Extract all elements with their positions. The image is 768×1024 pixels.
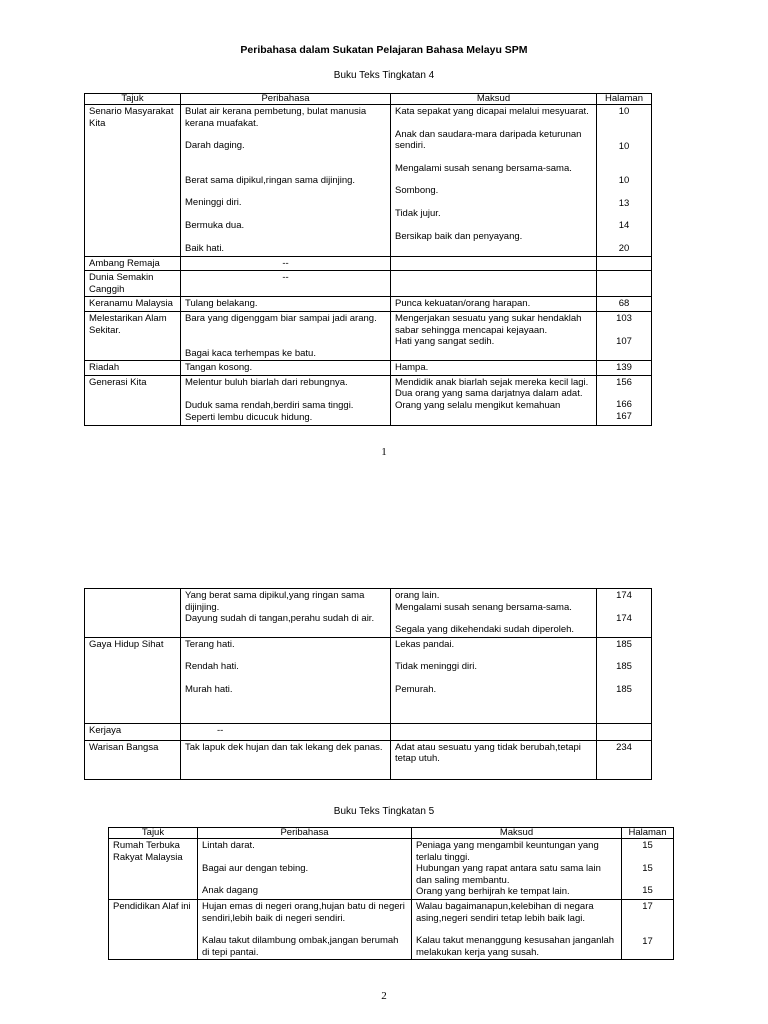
row-peribahasa: -- xyxy=(181,256,391,271)
maksud-text: Lekas pandai. xyxy=(395,638,455,650)
table-row xyxy=(109,899,674,959)
peribahasa-text: Lintah darat. xyxy=(202,840,255,851)
row-peribahasa: Tak lapuk dek hujan dan tak lekang dek panas. xyxy=(181,740,391,779)
row-tajuk: Riadah xyxy=(85,361,181,376)
peribahasa-text: Duduk sama rendah,berdiri sama tinggi. xyxy=(185,400,354,412)
header-peribahasa: Peribahasa xyxy=(181,94,391,105)
header-peribahasa: Peribahasa xyxy=(198,828,412,839)
peribahasa-text: Hujan emas di negeri orang,hujan batu di negeri sendiri,lebih baik di negeri sendiri. xyxy=(202,900,405,924)
peribahasa-text: Berat sama dipikul,ringan sama dijinjing. xyxy=(185,174,356,186)
halaman-value: 167 xyxy=(616,410,632,422)
row-halaman: 234 xyxy=(597,740,652,779)
maksud-text: Hati yang sangat sedih. xyxy=(395,336,495,348)
maksud-text: Mengerjakan sesuatu yang sukar hendaklah sabar sehingga mencapai kejayaan. xyxy=(395,312,582,336)
row-tajuk xyxy=(85,589,181,638)
table-row xyxy=(109,839,674,900)
row-maksud xyxy=(412,899,622,959)
row-tajuk: Gaya Hidup Sihat xyxy=(85,637,181,723)
row-halaman xyxy=(622,839,674,900)
row-maksud xyxy=(391,271,597,297)
header-maksud: Maksud xyxy=(391,94,597,105)
row-halaman xyxy=(597,271,652,297)
table-row xyxy=(85,361,652,376)
row-peribahasa xyxy=(181,105,391,257)
maksud-text: Walau bagaimanapun,kelebihan di negara asing,negeri sendiri tetap lebih baik lagi. xyxy=(416,900,594,924)
maksud-text: Bersikap baik dan penyayang. xyxy=(395,230,523,242)
row-halaman xyxy=(597,637,652,723)
header-tajuk: Tajuk xyxy=(109,828,198,839)
peribahasa-text: Bulat air kerana pembetung, bulat manusia kerana muafakat. xyxy=(185,106,367,129)
maksud-text: Pemurah. xyxy=(395,683,437,695)
peribahasa-text: Darah daging. xyxy=(185,140,245,152)
table-row xyxy=(85,105,652,257)
row-maksud xyxy=(412,839,622,900)
maksud-text: Peniaga yang mengambil keuntungan yang terlalu tinggi. xyxy=(416,840,599,863)
row-halaman: 139 xyxy=(597,361,652,376)
row-tajuk: Generasi Kita xyxy=(85,375,181,425)
halaman-value: 185 xyxy=(616,661,632,673)
halaman-value: 14 xyxy=(618,220,630,232)
halaman-value: 10 xyxy=(618,175,630,187)
halaman-value: 174 xyxy=(616,590,632,601)
maksud-text: Tidak jujur. xyxy=(395,207,441,219)
table-row xyxy=(85,256,652,271)
halaman-value: 10 xyxy=(618,106,630,117)
table-row xyxy=(85,723,652,740)
row-halaman xyxy=(622,899,674,959)
table-row xyxy=(85,375,652,425)
row-peribahasa: -- xyxy=(181,723,391,740)
table-row xyxy=(85,311,652,360)
maksud-text: Sombong. xyxy=(395,185,439,197)
header-tajuk: Tajuk xyxy=(85,94,181,105)
table-header-row xyxy=(85,94,652,105)
row-peribahasa: Tangan kosong. xyxy=(181,361,391,376)
table-header-row xyxy=(109,828,674,839)
maksud-text: Kalau takut menanggung kesusahan janganlah melakukan kerja yang susah. xyxy=(416,935,615,958)
row-peribahasa: -- xyxy=(181,271,391,297)
maksud-text: Mendidik anak biarlah sejak mereka kecil lagi. xyxy=(395,376,589,388)
maksud-text: Hubungan yang rapat antara satu sama lain dan saling membantu. xyxy=(416,863,601,886)
maksud-text: Orang yang selalu mengikut kemahuan xyxy=(395,399,561,411)
row-tajuk: Melestarikan Alam Sekitar. xyxy=(85,311,181,360)
peribahasa-text: Bagai kaca terhempas ke batu. xyxy=(185,347,316,359)
halaman-value: 185 xyxy=(616,683,632,695)
form4-table-continued xyxy=(84,588,652,780)
page-number: 2 xyxy=(381,990,387,1002)
row-tajuk: Dunia Semakin Canggih xyxy=(85,271,181,297)
peribahasa-text: Terang hati. xyxy=(185,638,235,650)
peribahasa-text: Melentur buluh biarlah dari rebungnya. xyxy=(185,376,348,388)
row-maksud xyxy=(391,723,597,740)
row-maksud xyxy=(391,589,597,638)
row-tajuk: Rumah Terbuka Rakyat Malaysia xyxy=(109,839,198,900)
row-maksud xyxy=(391,256,597,271)
row-maksud xyxy=(391,637,597,723)
row-halaman xyxy=(597,105,652,257)
row-maksud: Adat atau sesuatu yang tidak berubah,tetapi tetap utuh. xyxy=(391,740,597,779)
row-peribahasa xyxy=(181,637,391,723)
maksud-text: Mengalami susah senang bersama-sama. xyxy=(395,601,572,613)
peribahasa-text: Murah hati. xyxy=(185,683,233,695)
form4-table xyxy=(84,93,652,426)
form5-heading: Buku Teks Tingkatan 5 xyxy=(333,806,435,817)
halaman-value: 156 xyxy=(616,376,632,388)
row-maksud xyxy=(391,311,597,360)
row-peribahasa xyxy=(181,311,391,360)
row-halaman xyxy=(597,723,652,740)
row-halaman xyxy=(597,311,652,360)
peribahasa-text: Bara yang digenggam biar sampai jadi arang. xyxy=(185,312,377,324)
maksud-text: Mengalami susah senang bersama-sama. xyxy=(395,162,572,174)
header-maksud: Maksud xyxy=(412,828,622,839)
row-maksud: Hampa. xyxy=(391,361,597,376)
halaman-value: 10 xyxy=(618,140,630,152)
row-tajuk: Ambang Remaja xyxy=(85,256,181,271)
row-peribahasa xyxy=(181,589,391,638)
halaman-value: 15 xyxy=(642,840,653,851)
row-peribahasa xyxy=(198,839,412,900)
row-tajuk: Kerjaya xyxy=(85,723,181,740)
row-tajuk: Senario Masyarakat Kita xyxy=(85,105,181,257)
peribahasa-text: Kalau takut dilambung ombak,jangan berumah di tepi pantai. xyxy=(202,935,399,958)
row-halaman xyxy=(597,589,652,638)
halaman-value: 13 xyxy=(618,197,630,209)
row-maksud: Punca kekuatan/orang harapan. xyxy=(391,297,597,312)
halaman-value: 20 xyxy=(618,242,630,254)
row-peribahasa xyxy=(198,899,412,959)
halaman-value: 17 xyxy=(642,900,653,912)
peribahasa-text: Meninggi diri. xyxy=(185,197,242,209)
row-halaman: 68 xyxy=(597,297,652,312)
table-row xyxy=(85,297,652,312)
row-halaman xyxy=(597,256,652,271)
page-1 xyxy=(0,0,768,470)
maksud-text: Kata sepakat yang dicapai melalui mesyuarat. xyxy=(395,106,589,117)
page-2 xyxy=(0,580,768,1024)
row-peribahasa xyxy=(181,375,391,425)
table-row xyxy=(85,740,652,779)
row-tajuk: Keranamu Malaysia xyxy=(85,297,181,312)
table-row xyxy=(85,637,652,723)
row-halaman xyxy=(597,375,652,425)
halaman-value: 174 xyxy=(616,612,632,624)
row-tajuk: Pendidikan Alaf ini xyxy=(109,899,198,959)
header-halaman: Halaman xyxy=(622,828,674,839)
table-row xyxy=(85,271,652,297)
header-halaman: Halaman xyxy=(597,94,652,105)
maksud-text: orang lain. xyxy=(395,590,440,601)
peribahasa-text: Anak dagang xyxy=(202,885,258,897)
peribahasa-text: Bermuka dua. xyxy=(185,219,245,231)
maksud-text: Segala yang dikehendaki sudah diperoleh. xyxy=(395,624,575,636)
form5-table xyxy=(108,827,674,960)
maksud-text: Orang yang berhijrah ke tempat lain. xyxy=(416,886,570,898)
table-row xyxy=(85,589,652,638)
maksud-text: Dua orang yang sama darjatnya dalam adat. xyxy=(395,388,583,400)
maksud-text: Tidak meninggi diri. xyxy=(395,661,478,673)
halaman-value: 166 xyxy=(616,399,632,411)
halaman-value: 17 xyxy=(642,935,653,947)
halaman-value: 103 xyxy=(616,312,632,324)
row-maksud xyxy=(391,105,597,257)
document-title: Peribahasa dalam Sukatan Pelajaran Bahasa Melayu SPM xyxy=(240,44,528,56)
row-peribahasa: Tulang belakang. xyxy=(181,297,391,312)
peribahasa-text: Yang berat sama dipikul,yang ringan sama dijinjing. xyxy=(185,590,365,613)
peribahasa-text: Baik hati. xyxy=(185,242,225,254)
peribahasa-text: Seperti lembu dicucuk hidung. xyxy=(185,411,313,423)
maksud-text: Anak dan saudara-mara daripada keturunan sendiri. xyxy=(395,128,582,152)
row-tajuk: Warisan Bangsa xyxy=(85,740,181,779)
halaman-value: 15 xyxy=(642,862,653,874)
peribahasa-text: Bagai aur dengan tebing. xyxy=(202,862,309,874)
halaman-value: 107 xyxy=(616,335,632,347)
page-number: 1 xyxy=(381,446,387,458)
peribahasa-text: Dayung sudah di tangan,perahu sudah di air. xyxy=(185,613,375,625)
peribahasa-text: Rendah hati. xyxy=(185,661,239,673)
row-maksud xyxy=(391,375,597,425)
form4-heading: Buku Teks Tingkatan 4 xyxy=(333,70,435,81)
halaman-value: 185 xyxy=(616,638,632,650)
halaman-value: 15 xyxy=(642,885,653,897)
